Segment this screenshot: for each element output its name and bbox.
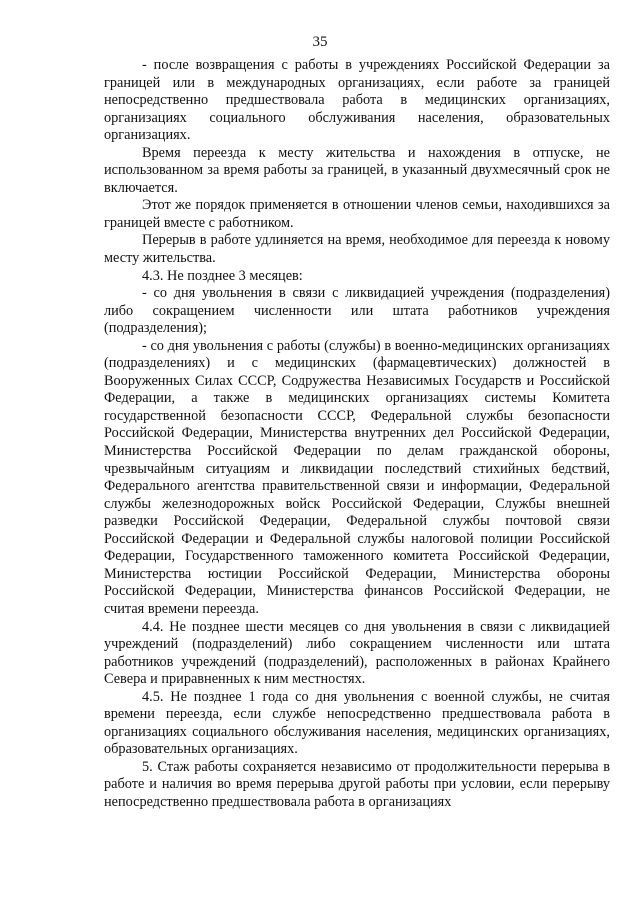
paragraph-clause-4-5: 4.5. Не позднее 1 года со дня увольнения с военной службы, не считая времени переезда, если службе непосредственно предшествовала работа в организациях социального обслуживания населения, медицинских организациях, образовательных организациях. bbox=[104, 688, 610, 758]
paragraph-military-medical-organizations: - со дня увольнения с работы (службы) в военно-медицинских организациях (подразделениях) и с медицинских (фармацевтических) должностей в Вооруженных Силах СССР, Содружества Независимых Государств и Российской Федерации, а также в медицинских организациях системы Комитета государственной безопасности СССР, Федеральной службы безопасности Российской Федерации, Министерства внутренних дел Российской Федерации, Министерства Российской Федерации по делам гражданской обороны, чрезвычайным ситуациям и ликвидации последствий стихийных бедствий, Федерального агентства правительственной связи и информации, Федеральной службы железнодорожных войск Российской Федерации, Службы внешней разведки Российской Федерации, Федеральной службы почтовой связи Российской Федерации и Федеральной службы налоговой полиции Российской Федерации, Государственного таможенного комитета Российской Федерации, Министерства юстиции Российской Федерации, Министерства обороны Российской Федерации, Министерства финансов Российской Федерации, не считая времени переезда. bbox=[104, 337, 610, 617]
paragraph-clause-4-3: 4.3. Не позднее 3 месяцев: bbox=[142, 267, 303, 284]
paragraph-relocation-time: Время переезда к месту жительства и нахождения в отпуске, не использованном за время работы за границей, в указанный двухмесячный срок не включается. bbox=[104, 144, 610, 196]
paragraph-clause-5: 5. Стаж работы сохраняется независимо от продолжительности перерыва в работе и наличия во время перерыва другой работы при условии, если перерыву непосредственно предшествовала работа в организациях bbox=[104, 758, 610, 810]
paragraph-clause-4-4: 4.4. Не позднее шести месяцев со дня увольнения в связи с ликвидацией учреждений (подразделений) либо сокращением численности или штата работников учреждений (подразделений), расположенных в районах Крайнего Севера и приравненных к ним местностях. bbox=[104, 618, 610, 688]
paragraph-liquidation-3-months: - со дня увольнения в связи с ликвидацией учреждения (подразделения) либо сокращением численности или штата работников учреждения (подразделения); bbox=[104, 285, 610, 337]
document-body bbox=[104, 57, 610, 812]
paragraph-family-members: Этот же порядок применяется в отношении членов семьи, находившихся за границей вместе с работником. bbox=[104, 197, 610, 231]
page-number: 35 bbox=[312, 34, 328, 50]
paragraph-return-from-abroad: - после возвращения с работы в учреждениях Российской Федерации за границей или в международных организациях, если работе за границей непосредственно предшествовала работа в медицинских организациях, организациях социального обслуживания населения, образовательных организациях. bbox=[104, 57, 610, 144]
paragraph-break-extension: Перерыв в работе удлиняется на время, необходимое для переезда к новому месту жительства. bbox=[104, 232, 610, 267]
